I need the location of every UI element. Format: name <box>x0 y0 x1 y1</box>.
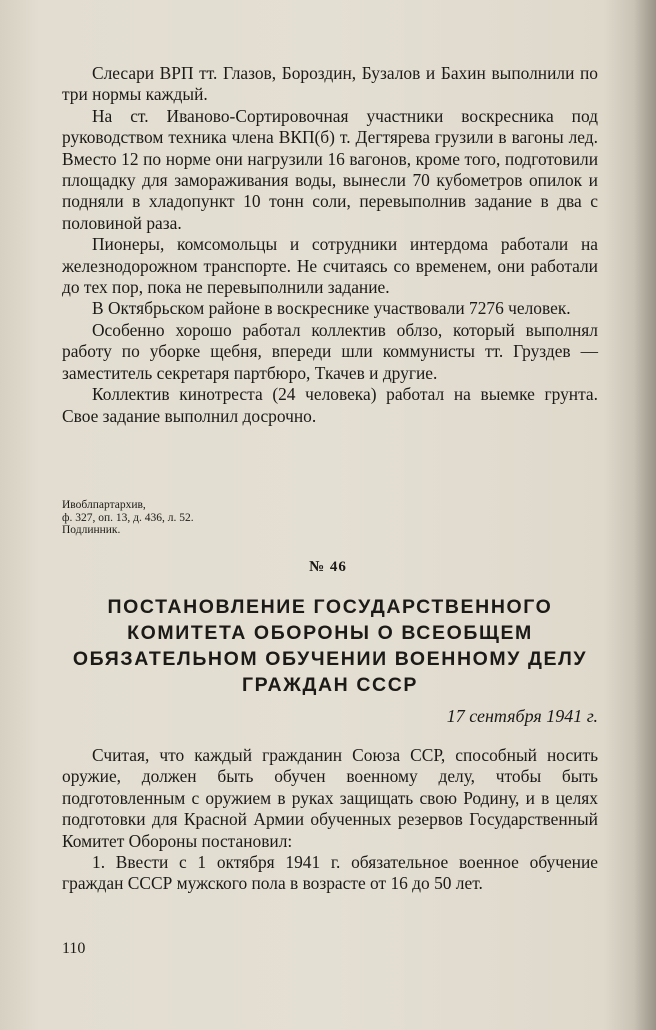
title-line-3: ОБЯЗАТЕЛЬНОМ ОБУЧЕНИИ ВОЕННОМУ ДЕЛУ <box>72 648 588 670</box>
paragraph-oblzo-collective: Особенно хорошо работал коллектив облзо, который выполнял работу по уборке щебня, впереди шли коммунисты тт. Груздев — заместитель секретаря партбюро, Ткачев и другие. <box>62 319 598 383</box>
title-line-2: КОМИТЕТА ОБОРОНЫ О ВСЕОБЩЕМ <box>127 622 533 644</box>
paragraph-kinotrest: Коллектив кинотреста (24 человека) работал на выемке грунта. Свое задание выполнил досрочно. <box>62 384 598 426</box>
paragraph-decree-preamble: Считая, что каждый гражданин Союза ССР, способный носить оружие, должен быть обучен военному делу, чтобы быть подготовленным с оружием в руках защищать свою Родину, и в целях подготовки для Красной Армии обученных резервов Государственный Комитет Обороны постановил: <box>62 745 598 851</box>
archive-line-3: Подлинник. <box>62 524 121 537</box>
document-number: № 46 <box>309 559 347 575</box>
paragraph-decree-item-1: 1. Ввести с 1 октября 1941 г. обязательное военное обучение граждан СССР мужского пола в возрасте от 16 до 50 лет. <box>62 852 598 894</box>
bottom-text-block <box>62 745 598 895</box>
page-number: 110 <box>62 940 86 957</box>
document-date: 17 сентября 1941 г. <box>446 706 598 726</box>
archive-line-1: Ивоблпартархив, <box>62 499 146 511</box>
page-edge-shadow <box>634 0 656 1030</box>
top-text-block <box>62 63 598 427</box>
paragraph-workers: Слесари ВРП тт. Глазов, Бороздин, Бузалов и Бахин выполнили по три нормы каждый. <box>62 63 598 105</box>
document-title <box>62 594 598 698</box>
title-line-1: ПОСТАНОВЛЕНИЕ ГОСУДАРСТВЕННОГО <box>107 596 553 618</box>
paragraph-oktyabrsky-district: В Октябрьском районе в воскреснике участвовали 7276 человек. <box>92 298 571 319</box>
paragraph-ivanovo-station: На ст. Иваново-Сортировочная участники воскресника под руководством техника члена ВКП(б) т. Дегтярева грузили в вагоны лед. Вместо 12 по норме они нагрузили 16 вагонов, кроме того, подготовили площадку для замораживания воды, вынесли 70 кубометров опилок и подняли в хладопункт 10 тонн соли, перевыполнив задание в два с половиной раза. <box>62 105 598 233</box>
paragraph-pioneers: Пионеры, комсомольцы и сотрудники интердома работали на железнодорожном транспорте. Не считаясь со временем, они работали до тех пор, пока не перевыполнили задание. <box>62 234 598 298</box>
title-line-4: ГРАЖДАН СССР <box>242 674 418 696</box>
archive-reference <box>62 499 194 537</box>
archive-line-2: ф. 327, оп. 13, д. 436, л. 52. <box>62 511 194 524</box>
